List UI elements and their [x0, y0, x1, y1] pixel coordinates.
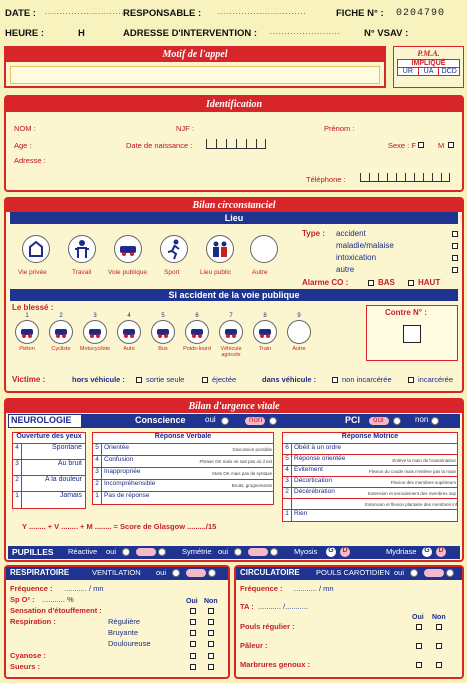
ventilation-oui-radio[interactable] [172, 569, 180, 577]
naissance-label: Date de naissance : [126, 141, 193, 150]
type-intoxication-checkbox[interactable] [452, 255, 458, 261]
vehicle-item [78, 313, 112, 352]
sueurs-label: Sueurs : [10, 662, 41, 671]
lieu-icons [16, 233, 296, 283]
score-row[interactable] [13, 476, 85, 492]
sexe-m-checkbox[interactable] [448, 142, 454, 148]
vehicle-item [112, 313, 146, 352]
contre-input[interactable] [403, 325, 421, 343]
score-label: Evitement [294, 466, 323, 473]
vehicle-row [10, 313, 330, 365]
score-number: 2 [93, 480, 102, 491]
symetrie-non-radio[interactable] [270, 548, 278, 556]
sexe-f-label: Sexe : F [388, 141, 416, 150]
pma-implique: IMPLIQUÉ [411, 60, 446, 67]
vehicle-item [44, 313, 78, 352]
fiche-label: FICHE N° : [336, 8, 384, 19]
score-number: 1 [93, 492, 102, 504]
score-description: Extension et enroulement des membres sup [367, 491, 456, 496]
score-number: 4 [13, 444, 22, 459]
score-label: Décérébration [294, 488, 335, 495]
mydriase-g[interactable]: G [422, 547, 432, 557]
crowd-icon[interactable] [206, 235, 234, 263]
vehicle-number: 3 [93, 313, 97, 319]
circ-frequence-label: Fréquence : [240, 584, 283, 593]
accident-band: Si accident de la voie publique [10, 289, 458, 301]
spo2-unit: ........... % [42, 595, 74, 604]
score-description [272, 492, 273, 504]
resp-reguliere: Régulière [108, 617, 141, 626]
score-description: Flexion des membres supérieurs [390, 480, 456, 485]
pouls-oui: oui [394, 568, 405, 577]
score-label: Confusion [104, 456, 134, 463]
vehicle-icon[interactable] [151, 320, 175, 344]
score-row[interactable] [283, 499, 457, 510]
vehicle-icon[interactable] [117, 320, 141, 344]
vehicle-icon[interactable] [287, 320, 311, 344]
sexe-m-label: M [438, 141, 445, 150]
score-number: 1 [283, 510, 292, 521]
worker-icon[interactable] [68, 235, 96, 263]
score-label: Au bruit [57, 460, 82, 467]
type-accident: accident [336, 229, 366, 238]
adresse-label: Adresse : [14, 156, 46, 165]
cyanose-oui[interactable] [190, 653, 196, 659]
ventilation-label: VENTILATION [92, 568, 141, 577]
lieu-public: Lieu public [200, 269, 232, 276]
type-accident-checkbox[interactable] [452, 231, 458, 237]
mydriase-d[interactable]: D [436, 547, 446, 557]
score-label: Rien [294, 510, 308, 517]
incarceree: incarcérée [418, 375, 454, 384]
score-description: Flexion du coude mais n'enlève pas la main [368, 469, 456, 474]
vehicle-icon[interactable] [185, 320, 209, 344]
vehicle-number: 7 [229, 313, 233, 319]
vsav-label: N° VSAV : [364, 28, 409, 39]
vehicle-number: 8 [263, 313, 267, 319]
score-number: 5 [283, 455, 292, 465]
motif-section [4, 46, 386, 88]
resp-oui-header: Oui [186, 598, 198, 605]
type-autre-checkbox[interactable] [452, 267, 458, 273]
adresse-intervention-label: ADRESSE D'INTERVENTION : [123, 28, 258, 39]
circulatoire-section [234, 565, 464, 679]
prenom-label: Prénom : [324, 124, 355, 133]
symetrie-oui-radio[interactable] [234, 548, 242, 556]
reactive-oui-radio[interactable] [122, 548, 130, 556]
pouls-regulier-oui[interactable] [416, 624, 422, 630]
fiche-number: 0204790 [396, 8, 446, 19]
neuro-bar [8, 414, 460, 428]
score-description: Enlève la main de l'examinateur [392, 458, 456, 463]
lieu-travail: Travail [72, 269, 92, 276]
score-description: Discussion possible [232, 447, 272, 452]
alarme-bas: BAS [378, 278, 395, 287]
douloureuse-non[interactable] [208, 641, 214, 647]
score-label: Spontané [52, 444, 82, 451]
pouls-regulier-label: Pouls régulier : [240, 622, 295, 631]
cyanose-non[interactable] [208, 653, 214, 659]
pci-oui-radio[interactable] [393, 417, 401, 425]
score-number: 4 [283, 466, 292, 476]
score-row[interactable] [93, 492, 273, 504]
alarme-label: Alarme CO : [302, 278, 349, 287]
conscience-oui-radio[interactable] [221, 417, 229, 425]
ta-unit: ........... /........... [258, 602, 309, 611]
circulatoire-title: CIRCULATOIRE [240, 568, 300, 577]
score-number: 6 [283, 444, 292, 454]
respiratoire-title: RESPIRATOIRE [10, 568, 70, 577]
pupilles-bar [8, 546, 460, 559]
motif-title: Motif de l'appel [6, 48, 384, 62]
pupilles-label: PUPILLES [12, 547, 54, 557]
vehicle-label: Poids-lourd [183, 346, 211, 352]
score-number: 3 [93, 468, 102, 479]
type-intoxication: intoxication [336, 253, 377, 262]
score-row[interactable] [283, 466, 457, 477]
nom-label: NOM : [14, 124, 36, 133]
score-number: 4 [93, 456, 102, 467]
runner-icon[interactable] [160, 235, 188, 263]
score-label: A la douleur [45, 476, 82, 483]
score-description: Extension et flexion plantaire des membres inf [365, 502, 457, 507]
resp-bruyante: Bruyante [108, 628, 139, 637]
type-autre: autre [336, 265, 355, 274]
myosis-d[interactable]: D [340, 547, 350, 557]
pma-box [393, 46, 464, 88]
reguliere-oui[interactable] [190, 619, 196, 625]
lieu-band: Lieu [10, 212, 458, 224]
vehicle-item [146, 313, 180, 352]
symetrie-oui: oui [218, 547, 229, 556]
vehicle-item [214, 313, 248, 358]
njf-label: NJF : [176, 124, 194, 133]
vehicle-icon[interactable] [219, 320, 243, 344]
pouls-non-pill [424, 569, 444, 577]
score-label: Inappropriée [104, 468, 141, 475]
score-label: Pas de réponse [104, 492, 150, 499]
vehicle-item [10, 313, 44, 352]
score-label: Jamais [59, 492, 82, 499]
identification-title: Identification [6, 97, 462, 112]
vehicle-number: 4 [127, 313, 131, 319]
etouffement-oui[interactable] [190, 608, 196, 614]
score-label: Réponse orientée [294, 455, 346, 462]
sortie-seule: sortie seule [146, 375, 185, 384]
reactive-non-radio[interactable] [158, 548, 166, 556]
telephone-boxes[interactable] [360, 173, 450, 182]
yeux-title: Ouverture des yeux [13, 433, 85, 444]
score-row[interactable] [93, 468, 273, 480]
marbrures-label: Marbrures genoux : [240, 660, 311, 669]
ventilation-non-pill [186, 569, 206, 577]
vehicle-icon[interactable] [49, 320, 73, 344]
vehicle-icon[interactable] [253, 320, 277, 344]
vehicle-label: Véhicule agricole [220, 346, 242, 358]
symetrie-non-pill [248, 548, 268, 556]
resp-frequence-label: Fréquence : [10, 584, 53, 593]
ta-label: TA : [240, 602, 254, 611]
contre-box [366, 305, 458, 361]
lieu-voie-publique: Voie publique [108, 269, 148, 276]
score-label: Obéit à un ordre [294, 444, 341, 451]
score-description [456, 444, 457, 454]
bilan-circ-title: Bilan circonstanciel [6, 199, 462, 212]
bilan-urgence-title: Bilan d'urgence vitale [6, 400, 462, 413]
glasgow-formula: Y ........ + V ........ + M ........ = Score de Glasgow ........./15 [22, 522, 217, 531]
date-label: DATE : [5, 8, 36, 19]
score-description: Phrase OK mais ne sait pas où il est [199, 459, 272, 464]
date-dots: ............................ [45, 9, 128, 16]
type-maladie: maladie/malaise [336, 241, 394, 250]
score-row[interactable] [13, 460, 85, 476]
telephone-label: Téléphone : [306, 175, 346, 184]
pma-code-ua[interactable]: UA [419, 68, 440, 75]
resp-non-header: Non [204, 598, 218, 605]
non-incarceree: non incarcérée [342, 375, 392, 384]
myosis-g[interactable]: G [326, 547, 336, 557]
heure-h: H [78, 28, 85, 39]
car-icon[interactable] [114, 235, 142, 263]
score-label: Incompréhensible [104, 480, 156, 487]
victime-label: Victime : [12, 375, 46, 384]
circ-frequence-unit: ........... / mn [294, 584, 334, 593]
respiratoire-bar [6, 567, 228, 580]
score-description: Mots OK mais pas de syntaxe [212, 471, 272, 476]
resp-douloureuse: Douloureuse [108, 639, 151, 648]
vehicle-label: Motocycliste [79, 346, 111, 352]
vehicle-number: 2 [59, 313, 63, 319]
paleur-oui[interactable] [416, 643, 422, 649]
vehicle-number: 5 [161, 313, 165, 319]
vehicle-label: Autre [292, 346, 306, 352]
reactive-oui: oui [106, 547, 117, 556]
lieu-vie-privee: Vie privée [18, 269, 47, 276]
score-row[interactable] [283, 510, 457, 521]
type-label: Type : [302, 229, 325, 238]
score-number: 1 [13, 492, 22, 508]
verbale-table [92, 432, 274, 505]
vehicle-number: 9 [297, 313, 301, 319]
non-incarceree-checkbox[interactable] [332, 377, 338, 383]
douloureuse-oui[interactable] [190, 641, 196, 647]
motif-input[interactable] [10, 66, 380, 84]
pci-non-radio[interactable] [431, 417, 439, 425]
pouls-regulier-non[interactable] [436, 624, 442, 630]
vehicle-label: Piéton [19, 346, 35, 352]
score-row[interactable] [283, 477, 457, 488]
house-icon[interactable] [22, 235, 50, 263]
score-number: 3 [13, 460, 22, 475]
marbrures-non[interactable] [436, 662, 442, 668]
pouls-non-radio[interactable] [446, 569, 454, 577]
incarceree-checkbox[interactable] [408, 377, 414, 383]
reguliere-non[interactable] [208, 619, 214, 625]
verbale-title: Réponse Verbale [93, 433, 273, 444]
conscience-oui: oui [205, 415, 216, 424]
sexe-f-checkbox[interactable] [418, 142, 424, 148]
score-label [292, 499, 365, 509]
sortie-seule-checkbox[interactable] [136, 377, 142, 383]
vehicle-item [180, 313, 214, 352]
score-row[interactable] [283, 455, 457, 466]
pma-code-ur[interactable]: UR [398, 68, 419, 75]
vehicle-item [282, 313, 316, 352]
score-label: Décortication [294, 477, 332, 484]
conscience-non-radio[interactable] [269, 417, 277, 425]
score-row[interactable] [13, 444, 85, 460]
score-row[interactable] [283, 488, 457, 499]
score-row[interactable] [283, 444, 457, 455]
pouls-label: POULS CAROTIDIEN [316, 568, 390, 577]
contre-label: Contre N° : [385, 308, 427, 317]
reactive-non-pill [136, 548, 156, 556]
conscience-label: Conscience [135, 415, 186, 425]
score-number: 2 [283, 488, 292, 498]
score-number: 3 [283, 477, 292, 487]
score-label: Orientée [104, 444, 129, 451]
ventilation-non-radio[interactable] [208, 569, 216, 577]
ventilation-oui: oui [156, 568, 167, 577]
sueurs-oui[interactable] [190, 664, 196, 670]
heure-label: HEURE : [5, 28, 45, 39]
cyanose-label: Cyanose : [10, 651, 46, 660]
etouffement-non[interactable] [208, 608, 214, 614]
vehicle-number: 1 [25, 313, 29, 319]
bilan-urgence-section [4, 398, 464, 562]
alarme-haut-checkbox[interactable] [408, 280, 414, 286]
respiratoire-section [4, 565, 230, 679]
yeux-table [12, 432, 86, 509]
resp-frequence-unit: ........... / mn [64, 584, 104, 593]
vehicle-icon[interactable] [15, 320, 39, 344]
score-description: Bruits, grognements [231, 483, 272, 488]
score-description [456, 510, 457, 521]
identification-section [4, 95, 464, 192]
motrice-table [282, 432, 458, 522]
alarme-haut: HAUT [418, 278, 441, 287]
responsable-label: RESPONSABLE : [123, 8, 202, 19]
responsable-dots: .............................. [218, 9, 307, 16]
marbrures-oui[interactable] [416, 662, 422, 668]
pci-non: non [415, 415, 429, 424]
bilan-circ-section [4, 197, 464, 393]
dans-vehicule-label: dans véhicule : [262, 375, 317, 384]
pma-title: P.M.A. [417, 49, 440, 58]
mydriase-label: Mydriase [386, 547, 417, 556]
ejectee: éjectée [212, 375, 237, 384]
alarme-bas-checkbox[interactable] [368, 280, 374, 286]
blesse-label: Le blessé : [12, 303, 54, 312]
vehicle-label: Bus [158, 346, 168, 352]
motrice-title: Réponse Motrice [283, 433, 457, 444]
vehicle-label: Auto [123, 346, 135, 352]
reactive-label: Réactive [68, 547, 98, 556]
ejectee-checkbox[interactable] [202, 377, 208, 383]
pma-code-dcd[interactable]: DCD [441, 68, 457, 75]
paleur-non[interactable] [436, 643, 442, 649]
vehicle-label: Cycliste [51, 346, 71, 352]
score-number [283, 499, 292, 509]
neurologie-label: NEUROLOGIE [9, 415, 81, 427]
symetrie-label: Symétrie [182, 547, 212, 556]
etouffement-label: Sensation d'étouffement : [10, 606, 102, 615]
age-label: Age : [14, 141, 32, 150]
paleur-label: Pâleur : [240, 641, 268, 650]
myosis-label: Myosis [294, 547, 318, 556]
vehicle-icon[interactable] [83, 320, 107, 344]
spo2-label: Sp O² : [10, 595, 35, 604]
respiration-label: Respiration : [10, 617, 56, 626]
score-number: 5 [93, 444, 102, 455]
pci-label: PCI [345, 415, 361, 425]
lieu-autre: Autre [252, 269, 268, 276]
score-number: 2 [13, 476, 22, 491]
vehicle-number: 6 [195, 313, 199, 319]
bruyante-oui[interactable] [190, 630, 196, 636]
score-row[interactable] [93, 480, 273, 492]
circ-non-header: Non [432, 614, 446, 621]
pci-oui: oui [373, 415, 384, 424]
bruyante-non[interactable] [208, 630, 214, 636]
vehicle-label: Train [258, 346, 272, 352]
lieu-sport: Sport [164, 269, 180, 276]
pouls-oui-radio[interactable] [410, 569, 418, 577]
score-row[interactable] [93, 456, 273, 468]
circ-oui-header: Oui [412, 614, 424, 621]
autre-lieu-circle[interactable] [250, 235, 278, 263]
score-row[interactable] [13, 492, 85, 508]
sueurs-non[interactable] [208, 664, 214, 670]
score-row[interactable] [93, 444, 273, 456]
type-maladie-checkbox[interactable] [452, 243, 458, 249]
circulatoire-bar [236, 567, 462, 580]
hors-vehicule-label: hors véhicule : [72, 375, 125, 384]
naissance-boxes[interactable] [206, 139, 266, 149]
adresse-dots: ........................ [270, 29, 341, 36]
vehicle-item [248, 313, 282, 352]
conscience-non: non [249, 415, 263, 424]
